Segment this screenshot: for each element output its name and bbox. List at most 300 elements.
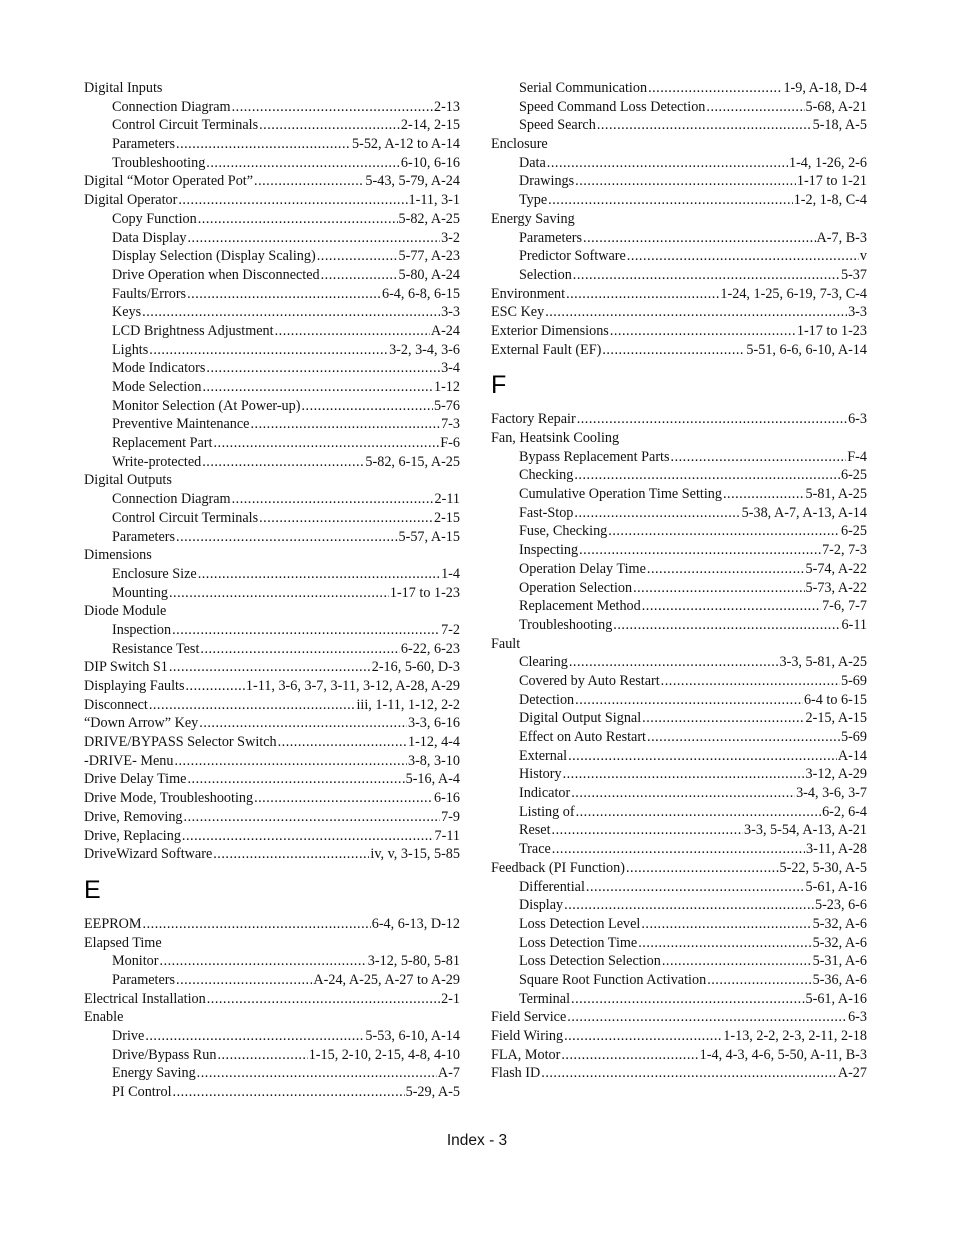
- index-subentry-operation-selection: [491, 579, 867, 598]
- index-page-refs: 6-11: [841, 616, 867, 633]
- index-subentry-data-display: [84, 229, 460, 248]
- index-term: Type: [519, 192, 548, 209]
- dot-leader: [707, 971, 811, 990]
- index-subentry-detection: [491, 691, 867, 710]
- index-term: DRIVE/BYPASS Selector Switch: [84, 734, 277, 751]
- dot-leader: [173, 1083, 405, 1102]
- index-subentry-keys: [84, 303, 460, 322]
- index-term: Troubleshooting: [519, 616, 613, 633]
- index-page-refs: 6-4, 6-13, D-12: [371, 915, 460, 932]
- dot-leader: [198, 210, 398, 229]
- index-page-refs: 7-2, 7-3: [822, 542, 867, 559]
- index-subentry-control-circuit-terminals: [84, 509, 460, 528]
- index-term: Bypass Replacement Parts: [519, 448, 670, 465]
- index-term: Mode Selection: [112, 379, 202, 395]
- index-subentry-listing-of: [491, 803, 867, 822]
- index-page-refs: 5-61, A-16: [805, 878, 867, 895]
- index-term: Replacement Method: [519, 598, 641, 615]
- dot-leader: [574, 504, 740, 523]
- index-subentry-type: [491, 191, 867, 210]
- index-term: Fan, Heatsink Cooling: [491, 430, 620, 446]
- index-subentry-drive-bypass-run: [84, 1046, 460, 1065]
- dot-leader: [232, 98, 433, 117]
- index-subentry-indicator: [491, 784, 867, 803]
- index-term: Digital “Motor Operated Pot”: [84, 173, 254, 190]
- index-page-refs: A-7, B-3: [816, 229, 867, 246]
- index-page-refs: 5-68, A-21: [805, 98, 867, 115]
- dot-leader: [602, 341, 745, 360]
- index-subentry-data: [491, 154, 867, 173]
- index-subentry-clearing: [491, 653, 867, 672]
- dot-leader: [571, 990, 805, 1009]
- index-term: Operation Selection: [519, 579, 633, 596]
- index-page-refs: 5-37: [840, 266, 867, 283]
- index-term: Control Circuit Terminals: [112, 509, 259, 526]
- index-subentry-faults-errors: [84, 285, 460, 304]
- index-term: Loss Detection Level: [519, 915, 641, 932]
- dot-leader: [723, 485, 805, 504]
- dot-leader: [207, 990, 440, 1009]
- index-page-refs: 2-16, 5-60, D-3: [371, 659, 460, 676]
- index-page-refs: 5-73, A-22: [805, 579, 867, 596]
- index-subentry-enclosure-size: [84, 565, 460, 584]
- index-term: Inspection: [112, 621, 172, 638]
- index-page-refs: 2-1: [441, 990, 460, 1007]
- index-term: Energy Saving: [112, 1065, 196, 1082]
- index-term: Keys: [112, 304, 142, 321]
- index-subentry-predictor-software: [491, 247, 867, 266]
- index-entry-digital-outputs: [84, 471, 460, 490]
- index-term: Enclosure Size: [112, 565, 197, 582]
- index-subentry-checking: [491, 466, 867, 485]
- index-page-refs: 5-69: [840, 729, 867, 745]
- index-page-refs: 3-2: [441, 229, 460, 246]
- index-subentry-display: [491, 896, 867, 915]
- index-term: Serial Communication: [519, 80, 648, 96]
- index-page-refs: 7-3: [441, 416, 460, 433]
- index-subentry-digital-output-signal: [491, 709, 867, 728]
- index-subentry-inspection: [84, 621, 460, 640]
- dot-leader: [571, 784, 795, 803]
- index-subentry-pi-control: [84, 1083, 460, 1102]
- index-entry-drive-delay-time: [84, 770, 460, 789]
- index-page-refs: 5-18, A-5: [812, 117, 867, 134]
- index-term: Digital Outputs: [84, 472, 172, 489]
- index-term: Digital Operator: [84, 192, 178, 209]
- index-term: Feedback (PI Function): [491, 859, 625, 876]
- index-page-refs: 1-15, 2-10, 2-15, 4-8, 4-10: [308, 1046, 460, 1063]
- index-subentry-mode-indicators: [84, 359, 460, 378]
- index-entry-enable: [84, 1008, 460, 1027]
- index-subentry-lights: [84, 341, 460, 360]
- index-term: Operation Delay Time: [519, 560, 646, 577]
- index-entry-down-arrow-key: [84, 714, 460, 733]
- index-term: Enclosure: [491, 136, 548, 153]
- index-page-refs: 5-29, A-5: [405, 1084, 460, 1101]
- index-subentry-trace: [491, 840, 867, 859]
- index-term: Checking: [519, 467, 574, 484]
- index-page-refs: 5-43, 5-79, A-24: [365, 173, 460, 190]
- index-term: Display: [519, 897, 564, 914]
- index-entry-fan-heatsink-cooling: [491, 429, 867, 448]
- dot-leader: [597, 116, 812, 135]
- index-term: Covered by Auto Restart: [519, 672, 660, 689]
- index-page-refs: 1-13, 2-2, 2-3, 2-11, 2-18: [723, 1028, 867, 1044]
- index-entry-drive-removing: [84, 808, 460, 827]
- dot-leader: [184, 808, 441, 827]
- index-term: Monitor Selection (At Power-up): [112, 397, 301, 414]
- dot-leader: [641, 915, 811, 934]
- index-term: LCD Brightness Adjustment: [112, 322, 274, 339]
- dot-leader: [575, 691, 803, 710]
- index-page-refs: 2-14, 2-15: [400, 117, 460, 134]
- index-page-refs: 2-15, A-15: [805, 710, 867, 727]
- index-entry-drive-menu: [84, 752, 460, 771]
- index-subentry-replacement-part: [84, 434, 460, 453]
- index-entry-dimensions: [84, 546, 460, 565]
- dot-leader: [577, 410, 847, 429]
- index-entry-enclosure: [491, 135, 867, 154]
- index-term: Digital Inputs: [84, 80, 163, 96]
- index-subentry-display-selection-display-scaling: [84, 247, 460, 266]
- dot-leader: [638, 934, 811, 953]
- index-term: Speed Search: [519, 117, 596, 134]
- index-page-refs: 1-4: [441, 565, 460, 582]
- index-term: Environment: [491, 285, 566, 302]
- index-subentry-monitor-selection-at-power-up: [84, 397, 460, 416]
- dot-leader: [176, 971, 312, 990]
- index-term: Write-protected: [112, 453, 202, 470]
- index-page-refs: 2-15: [433, 509, 460, 526]
- index-entry-digital-motor-operated-pot: [84, 172, 460, 191]
- dot-leader: [278, 733, 407, 752]
- index-entry-drive-bypass-selector-switch: [84, 733, 460, 752]
- index-page-refs: 3-3, 5-54, A-13, A-21: [744, 822, 867, 839]
- index-page-refs: 3-4, 3-6, 3-7: [796, 785, 867, 802]
- index-subentry-serial-communication: [491, 79, 867, 98]
- index-subentry-fuse-checking: [491, 522, 867, 541]
- index-entry-electrical-installation: [84, 990, 460, 1009]
- index-entry-factory-repair: [491, 410, 867, 429]
- dot-leader: [187, 285, 381, 304]
- index-page-refs: v: [859, 248, 867, 265]
- index-term: Parameters: [112, 528, 176, 545]
- index-subentry-terminal: [491, 990, 867, 1009]
- index-term: Field Wiring: [491, 1028, 564, 1044]
- index-page-refs: 2-13: [433, 98, 460, 115]
- index-page-refs: 5-69: [840, 672, 867, 689]
- dot-leader: [197, 1064, 437, 1083]
- index-page-refs: 3-2, 3-4, 3-6: [389, 341, 460, 358]
- index-term: Energy Saving: [491, 210, 575, 227]
- dot-leader: [548, 191, 793, 210]
- dot-leader: [202, 453, 364, 472]
- dot-leader: [160, 952, 367, 971]
- index-page-refs: A-14: [837, 747, 867, 764]
- dot-leader: [259, 116, 400, 135]
- index-subentry-energy-saving: [84, 1064, 460, 1083]
- index-term: PI Control: [112, 1084, 172, 1101]
- index-subentry-connection-diagram: [84, 490, 460, 509]
- index-term: Drive: [112, 1028, 145, 1044]
- dot-leader: [178, 191, 407, 210]
- index-entry-elapsed-time: [84, 934, 460, 953]
- index-page-refs: 7-11: [434, 827, 460, 844]
- dot-leader: [198, 565, 440, 584]
- index-page-refs: 5-31, A-6: [812, 953, 867, 970]
- index-subentry-loss-detection-selection: [491, 952, 867, 971]
- index-term: Enable: [84, 1009, 124, 1026]
- dot-leader: [206, 154, 400, 173]
- index-page-refs: 3-3: [848, 304, 867, 321]
- index-page-refs: 5-32, A-6: [812, 934, 867, 951]
- index-term: Effect on Auto Restart: [519, 729, 647, 745]
- index-subentry-drive: [84, 1027, 460, 1046]
- dot-leader: [250, 415, 440, 434]
- index-term: Cumulative Operation Time Setting: [519, 486, 722, 503]
- index-term: Data Display: [112, 229, 187, 246]
- dot-leader: [545, 303, 847, 322]
- index-term: Troubleshooting: [112, 154, 206, 171]
- index-subentry-mode-selection: [84, 378, 460, 397]
- index-term: Dimensions: [84, 547, 152, 564]
- index-term: Connection Diagram: [112, 491, 231, 508]
- dot-leader: [647, 728, 840, 747]
- index-subentry-loss-detection-time: [491, 934, 867, 953]
- index-page-refs: iv, v, 3-15, 5-85: [370, 846, 460, 863]
- index-entry-displaying-faults: [84, 677, 460, 696]
- index-term: Listing of: [519, 803, 575, 820]
- index-term: Lights: [112, 341, 149, 358]
- dot-leader: [182, 827, 434, 846]
- index-page-refs: A-27: [837, 1065, 867, 1082]
- dot-leader: [583, 229, 816, 248]
- index-entry-eeprom: [84, 915, 460, 934]
- index-subentry-resistance-test: [84, 640, 460, 659]
- index-page-refs: 1-17 to 1-23: [389, 584, 460, 601]
- dot-leader: [627, 247, 859, 266]
- index-page-refs: 5-36, A-6: [812, 971, 867, 988]
- index-subentry-fast-stop: [491, 504, 867, 523]
- dot-leader: [199, 714, 407, 733]
- dot-leader: [564, 1027, 722, 1046]
- dot-leader: [569, 653, 779, 672]
- index-page-refs: 1-24, 1-25, 6-19, 7-3, C-4: [720, 285, 867, 302]
- dot-leader: [608, 522, 840, 541]
- section-letter-e: E: [84, 875, 101, 904]
- index-page-refs: 3-8, 3-10: [407, 752, 460, 769]
- index-term: Differential: [519, 878, 585, 895]
- index-term: External Fault (EF): [491, 341, 602, 358]
- dot-leader: [573, 266, 840, 285]
- dot-leader: [552, 840, 805, 859]
- index-page-refs: A-24, A-25, A-27 to A-29: [313, 971, 460, 988]
- dot-leader: [187, 770, 404, 789]
- index-page-refs: 1-12, 4-4: [407, 734, 460, 751]
- index-page-refs: 5-53, 6-10, A-14: [365, 1028, 460, 1044]
- dot-leader: [169, 584, 389, 603]
- index-page-refs: 6-25: [840, 467, 867, 484]
- dot-leader: [671, 448, 847, 467]
- index-page-refs: 5-32, A-6: [812, 915, 867, 932]
- dot-leader: [575, 172, 796, 191]
- index-page-refs: 1-17 to 1-23: [796, 322, 867, 339]
- index-page-refs: 5-38, A-7, A-13, A-14: [741, 504, 867, 521]
- dot-leader: [564, 896, 814, 915]
- index-term: ESC Key: [491, 304, 545, 321]
- index-page-refs: 1-2, 1-8, C-4: [793, 192, 867, 209]
- index-term: Speed Command Loss Detection: [519, 98, 706, 115]
- index-term: Parameters: [112, 136, 176, 153]
- index-term: Fault: [491, 635, 521, 652]
- index-subentry-differential: [491, 878, 867, 897]
- index-page-refs: 6-10, 6-16: [400, 154, 460, 171]
- dot-leader: [142, 303, 440, 322]
- index-subentry-cumulative-operation-time-setting: [491, 485, 867, 504]
- dot-leader: [172, 621, 440, 640]
- index-subentry-inspecting: [491, 541, 867, 560]
- index-term: Preventive Maintenance: [112, 416, 250, 433]
- index-term: Square Root Function Activation: [519, 971, 707, 988]
- index-page-refs: 5-52, A-12 to A-14: [352, 136, 460, 153]
- index-page-refs: 1-11, 3-6, 3-7, 3-11, 3-12, A-28, A-29: [245, 678, 460, 694]
- index-entry-environment: [491, 285, 867, 304]
- index-subentry-troubleshooting: [84, 154, 460, 173]
- index-term: Reset: [519, 822, 551, 839]
- dot-leader: [561, 1046, 698, 1065]
- dot-leader: [149, 696, 356, 715]
- index-page-refs: 5-57, A-15: [398, 528, 460, 545]
- dot-leader: [642, 709, 804, 728]
- index-page-refs: 5-23, 6-6: [814, 897, 867, 914]
- dot-leader: [145, 1027, 364, 1046]
- index-term: Displaying Faults: [84, 678, 185, 694]
- index-term: DIP Switch S1: [84, 659, 168, 676]
- dot-leader: [176, 135, 351, 154]
- dot-leader: [541, 1064, 837, 1083]
- index-subentry-history: [491, 765, 867, 784]
- index-term: Trace: [519, 841, 551, 858]
- index-term: Fuse, Checking: [519, 523, 608, 540]
- index-entry-dip-switch-s1: [84, 658, 460, 677]
- index-term: External: [519, 747, 568, 764]
- index-term: Exterior Dimensions: [491, 322, 609, 339]
- index-page-refs: 6-2, 6-4: [822, 803, 867, 820]
- dot-leader: [586, 878, 805, 897]
- dot-leader: [574, 466, 840, 485]
- index-term: -DRIVE- Menu: [84, 752, 174, 769]
- dot-leader: [633, 579, 804, 598]
- index-subentry-parameters: [84, 135, 460, 154]
- index-term: Loss Detection Time: [519, 934, 638, 951]
- index-subentry-bypass-replacement-parts: [491, 448, 867, 467]
- index-term: Drive, Replacing: [84, 827, 181, 844]
- dot-leader: [275, 322, 430, 341]
- index-page-refs: 7-6, 7-7: [822, 598, 867, 615]
- index-entry-exterior-dimensions: [491, 322, 867, 341]
- index-entry-energy-saving: [491, 210, 867, 229]
- dot-leader: [317, 247, 398, 266]
- index-entry-field-service: [491, 1008, 867, 1027]
- index-page-refs: 5-82, A-25: [398, 210, 460, 227]
- index-term: Detection: [519, 691, 575, 708]
- index-page-refs: 5-74, A-22: [805, 560, 867, 577]
- index-term: “Down Arrow” Key: [84, 715, 199, 732]
- index-entry-fault: [491, 635, 867, 654]
- index-page-refs: 7-9: [441, 808, 460, 825]
- index-column-right: [491, 79, 867, 1083]
- index-entry-drive-mode-troubleshooting: [84, 789, 460, 808]
- index-page-refs: 6-25: [840, 523, 867, 540]
- index-term: Monitor: [112, 953, 159, 970]
- dot-leader: [232, 490, 434, 509]
- index-page-refs: 5-61, A-16: [805, 990, 867, 1007]
- index-term: Drive, Removing: [84, 808, 183, 825]
- index-page-refs: 6-4 to 6-15: [803, 691, 867, 708]
- dot-leader: [706, 98, 804, 117]
- index-page-refs: 6-3: [848, 1009, 867, 1026]
- dot-leader: [661, 672, 840, 691]
- dot-leader: [143, 915, 371, 934]
- index-term: Parameters: [519, 229, 583, 246]
- index-subentry-drive-operation-when-disconnected: [84, 266, 460, 285]
- index-page-refs: 3-3, 6-16: [407, 715, 460, 732]
- dot-leader: [321, 266, 398, 285]
- index-subentry-control-circuit-terminals: [84, 116, 460, 135]
- index-page-refs: A-24: [430, 322, 460, 339]
- index-page-refs: 1-9, A-18, D-4: [783, 80, 867, 96]
- index-term: Drive Operation when Disconnected: [112, 266, 320, 283]
- dot-leader: [613, 616, 840, 635]
- index-page-refs: 1-4, 4-3, 4-6, 5-50, A-11, B-3: [699, 1046, 867, 1063]
- index-page-refs: 5-82, 6-15, A-25: [365, 453, 460, 470]
- dot-leader: [566, 285, 719, 304]
- index-page-refs: 5-76: [433, 397, 460, 414]
- index-subentry-loss-detection-level: [491, 915, 867, 934]
- index-column-left: [84, 79, 460, 1102]
- index-page-refs: 1-12: [433, 379, 460, 395]
- index-term: FLA, Motor: [491, 1046, 561, 1063]
- dot-leader: [174, 752, 407, 771]
- index-page-refs: 1-4, 1-26, 2-6: [788, 154, 867, 171]
- index-subentry-square-root-function-activation: [491, 971, 867, 990]
- index-entry-fla-motor: [491, 1046, 867, 1065]
- index-page-refs: 3-11, A-28: [806, 841, 867, 858]
- dot-leader: [254, 789, 433, 808]
- dot-leader: [576, 803, 822, 822]
- index-page-refs: 3-12, 5-80, 5-81: [367, 953, 460, 970]
- index-page-refs: 5-22, 5-30, A-5: [779, 859, 867, 876]
- index-term: Faults/Errors: [112, 285, 187, 302]
- index-term: Indicator: [519, 785, 571, 802]
- dot-leader: [647, 560, 805, 579]
- index-page-refs: 3-4: [441, 360, 460, 377]
- index-term: Drive/Bypass Run: [112, 1046, 217, 1063]
- index-term: Parameters: [112, 971, 176, 988]
- index-page-refs: 3-3, 5-81, A-25: [779, 654, 867, 671]
- index-term: Clearing: [519, 654, 568, 671]
- index-entry-flash-id: [491, 1064, 867, 1083]
- dot-leader: [202, 378, 433, 397]
- page-footer: Index - 3: [446, 1132, 508, 1149]
- dot-leader: [662, 952, 812, 971]
- dot-leader: [301, 397, 433, 416]
- dot-leader: [563, 765, 805, 784]
- index-subentry-external: [491, 747, 867, 766]
- index-term: Electrical Installation: [84, 990, 206, 1007]
- index-term: Flash ID: [491, 1065, 541, 1082]
- index-term: Data: [519, 154, 546, 171]
